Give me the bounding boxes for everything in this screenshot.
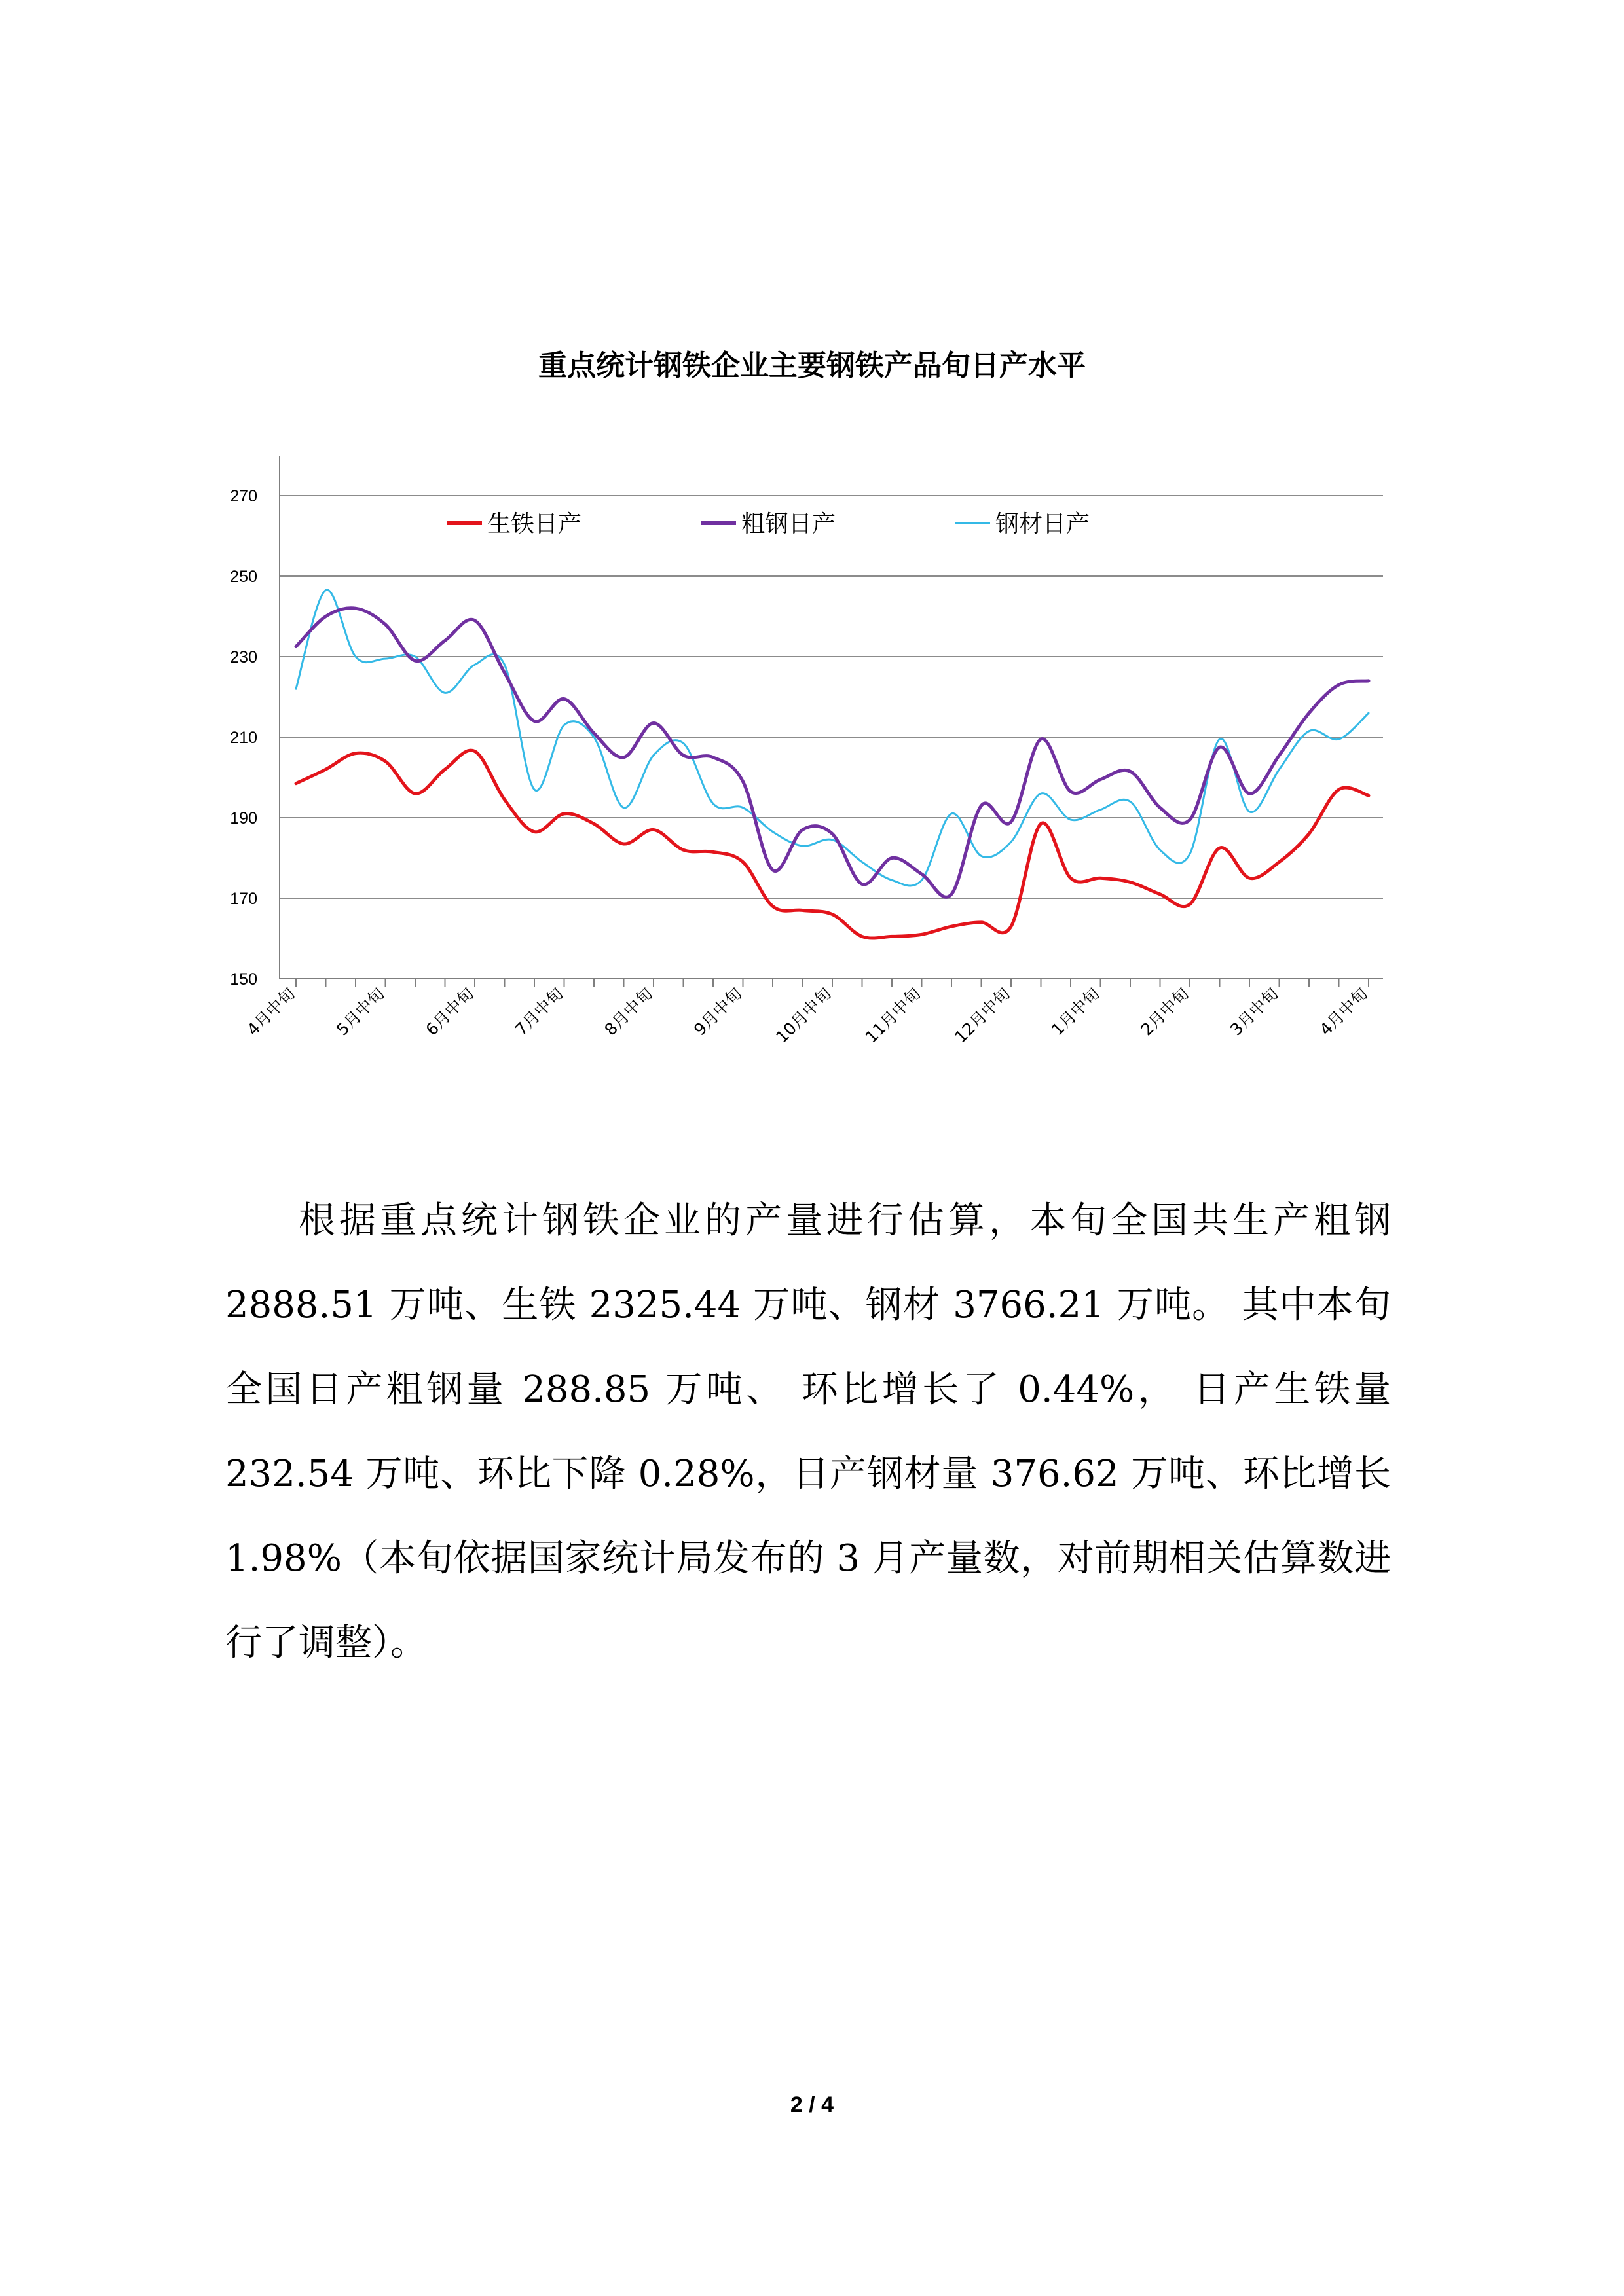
- x-tick-label: 12月中旬: [951, 983, 1014, 1047]
- y-tick-label: 190: [230, 809, 257, 828]
- x-tick-label: 5月中旬: [332, 983, 388, 1040]
- x-tick-label: 6月中旬: [422, 983, 478, 1040]
- page-number: 2 / 4: [790, 2092, 834, 2117]
- chart-legend: [447, 511, 1090, 538]
- x-tick-label: 2月中旬: [1137, 983, 1193, 1040]
- x-tick-label: 4月中旬: [1316, 983, 1372, 1040]
- y-tick-label: 170: [230, 890, 257, 908]
- x-tick-label: 11月中旬: [861, 983, 925, 1047]
- chart-grid: [280, 496, 1383, 979]
- summary-paragraph: 根据重点统计钢铁企业的产量进行估算，本旬全国共生产粗钢 2888.51 万吨、生铁 2325.44 万吨、钢材 3766.21 万吨。 其中本旬全国日产粗钢量 288.85 万吨、 环比增长了 0.44%， 日产生铁量 232.54 万吨、环比下降 0.28%，日产钢材量 376.62 万吨、环比增长 1.98%（本旬依据国家统计局发布的 3 月产量数，对前期相关估算数进行了调整）。: [225, 1199, 1391, 1664]
- x-tick-label: 1月中旬: [1047, 983, 1103, 1040]
- line-chart: [0, 0, 1624, 1113]
- x-tick-label: 9月中旬: [690, 983, 746, 1040]
- chart-title: 重点统计钢铁企业主要钢铁产品旬日产水平: [538, 349, 1086, 382]
- body-text: [225, 1178, 1391, 1685]
- x-axis: [243, 979, 1383, 1047]
- legend-label: 钢材日产: [995, 511, 1090, 538]
- x-tick-label: 3月中旬: [1226, 983, 1282, 1040]
- y-tick-label: 230: [230, 648, 257, 666]
- x-tick-label: 8月中旬: [600, 983, 657, 1040]
- legend-label: 生铁日产: [487, 511, 582, 538]
- chart-series: [296, 590, 1369, 938]
- series-line-2: [296, 608, 1369, 898]
- y-axis: [230, 456, 280, 989]
- y-tick-label: 270: [230, 487, 257, 505]
- y-tick-label: 150: [230, 970, 257, 989]
- legend-label: 粗钢日产: [741, 511, 836, 538]
- y-tick-label: 210: [230, 729, 257, 747]
- x-tick-label: 7月中旬: [511, 983, 567, 1040]
- x-tick-label: 10月中旬: [772, 983, 836, 1047]
- x-tick-label: 4月中旬: [243, 983, 299, 1040]
- y-tick-label: 250: [230, 568, 257, 586]
